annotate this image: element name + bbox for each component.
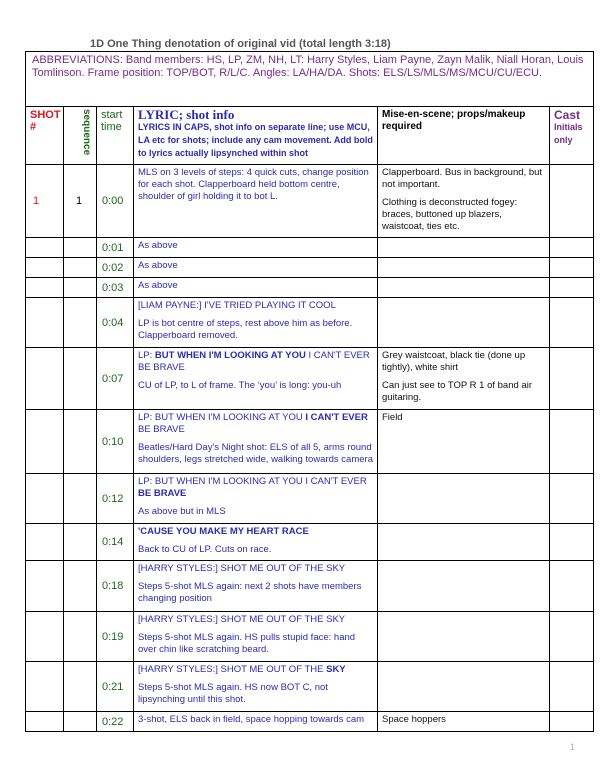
mise-en-scene-cell (378, 662, 550, 712)
start-time: 0:12 (97, 474, 134, 524)
cast-cell (550, 258, 594, 278)
lyric-paragraph (138, 632, 373, 656)
lyric-cell (134, 561, 378, 612)
table-row (26, 165, 594, 238)
mise-note: Space hoppers (382, 714, 446, 725)
lyric-text: LP: BUT WHEN I'M LOOKING AT YOU I CAN'T EVER (138, 476, 367, 487)
lyric-paragraph (138, 300, 373, 312)
cast-cell (550, 612, 594, 662)
start-time: 0:03 (97, 278, 134, 298)
cast-cell (550, 348, 594, 410)
table-row (26, 258, 594, 278)
start-time: 0:02 (97, 258, 134, 278)
mise-note: Field (382, 412, 403, 423)
mise-note: Clapperboard. Bus in background, but not important. (382, 167, 543, 190)
page-number: 1 (570, 742, 576, 752)
mise-en-scene-cell (378, 561, 550, 612)
lyric-paragraph (138, 280, 373, 292)
shot-number (26, 298, 64, 348)
lipsynched-lyric: SKY (326, 664, 346, 675)
header-mise-en-scene: Mise-en-scene; props/makeup required (378, 107, 550, 165)
table-row (26, 238, 594, 258)
header-lyric-title: LYRIC; shot info (138, 107, 235, 122)
shot-number (26, 662, 64, 712)
lyric-text: [HARRY STYLES:] SHOT ME OUT OF THE (138, 664, 327, 675)
sequence-number (64, 612, 97, 662)
shot-number (26, 410, 64, 474)
lyric-paragraph (138, 563, 373, 575)
start-time: 0:21 (97, 662, 134, 712)
mise-en-scene-cell (378, 165, 550, 238)
table-row (26, 278, 594, 298)
lyric-cell (134, 474, 378, 524)
lyric-cell (134, 348, 378, 410)
cast-cell (550, 524, 594, 561)
lyric-paragraph (138, 260, 373, 272)
lyric-text: Beatles/Hard Day's Night shot: ELS of all 5, arms round shoulders, legs stretched wide, walking towards camera (138, 442, 373, 465)
lyric-paragraph (138, 350, 373, 374)
sequence-number (64, 662, 97, 712)
shot-number (26, 474, 64, 524)
lyric-paragraph (138, 318, 373, 342)
header-sequence: sequence (64, 107, 97, 165)
shot-number: 1 (26, 165, 64, 238)
table-row (26, 474, 594, 524)
lyric-text: LP: (138, 350, 155, 361)
sequence-number (64, 348, 97, 410)
lyric-cell (134, 712, 378, 732)
lyric-paragraph (138, 581, 373, 605)
abbreviations-text: ABBREVIATIONS: Band members: HS, LP, ZM, NH, LT: Harry Styles, Liam Payne, Zayn Malik, Niall Horan, Louis Tomlinson. Frame position: TOP/BOT, R/L/C. Angles: LA/HA/DA. Shots: ELS/LS/MLS/MS/MCU/CU/ECU. (26, 52, 594, 107)
cast-cell (550, 165, 594, 238)
lyric-cell (134, 165, 378, 238)
lipsynched-lyric: I CAN'T EVER (305, 412, 368, 423)
lipsynched-lyric: 'CAUSE YOU MAKE MY HEART RACE (138, 526, 309, 537)
mise-en-scene-cell (378, 712, 550, 732)
sequence-number (64, 712, 97, 732)
header-lyric (134, 107, 378, 165)
lyric-cell (134, 238, 378, 258)
lyric-text: As above (138, 260, 178, 271)
start-time: 0:14 (97, 524, 134, 561)
table-row (26, 524, 594, 561)
lyric-text: LP is bot centre of steps, rest above him as before. Clapperboard removed. (138, 318, 353, 341)
header-lyric-instructions: LYRICS IN CAPS, shot info on separate line; use MCU, LA etc for shots; include any cam movement. Add bold to lyrics actually lipsynched within shot (138, 122, 373, 158)
lyric-paragraph (138, 412, 373, 436)
sequence-number (64, 561, 97, 612)
lyric-cell (134, 662, 378, 712)
lyric-text: Steps 5-shot MLS again: next 2 shots have members changing position (138, 581, 362, 604)
shot-number (26, 238, 64, 258)
header-cast-title: Cast (554, 108, 581, 122)
header-row (26, 107, 594, 165)
lyric-text: Steps 5-shot MLS again. HS now BOT C, not lipsynching until this shot. (138, 682, 328, 705)
mise-en-scene-cell (378, 278, 550, 298)
lyric-paragraph (138, 714, 373, 726)
lipsynched-lyric: BUT WHEN I'M LOOKING AT YOU (154, 350, 306, 361)
mise-en-scene-cell (378, 298, 550, 348)
sequence-number: 1 (64, 165, 97, 238)
lyric-cell (134, 524, 378, 561)
cast-cell (550, 410, 594, 474)
table-row (26, 612, 594, 662)
lyric-paragraph (138, 664, 373, 676)
mise-en-scene-cell (378, 258, 550, 278)
lyric-paragraph (138, 526, 373, 538)
header-cast (550, 107, 594, 165)
header-cast-sub: Initials only (554, 122, 583, 145)
header-start-time: start time (97, 107, 134, 165)
cast-cell (550, 238, 594, 258)
lyric-paragraph (138, 167, 373, 203)
shot-number (26, 258, 64, 278)
mise-en-scene-cell (378, 612, 550, 662)
header-shot: SHOT # (26, 107, 64, 165)
lyric-text: [HARRY STYLES:] SHOT ME OUT OF THE SKY (138, 563, 346, 574)
lyric-text: As above (138, 240, 178, 251)
document-title: 1D One Thing denotation of original vid (total length 3:18) (90, 38, 391, 50)
lyric-paragraph (138, 682, 373, 706)
shot-number (26, 524, 64, 561)
shot-number (26, 348, 64, 410)
lyric-paragraph (138, 506, 373, 518)
mise-en-scene-cell (378, 410, 550, 474)
abbreviations-row (26, 52, 594, 107)
cast-cell (550, 278, 594, 298)
sequence-number (64, 474, 97, 524)
table-row (26, 712, 594, 732)
mise-en-scene-cell (378, 524, 550, 561)
table-row (26, 348, 594, 410)
table-row (26, 662, 594, 712)
lyric-cell (134, 278, 378, 298)
shot-number (26, 561, 64, 612)
mise-en-scene-cell (378, 238, 550, 258)
lyric-text: Steps 5-shot MLS again. HS pulls stupid face: hand over chin like scratching beard. (138, 632, 356, 655)
mise-note: Can just see to TOP R 1 of band air guitaring. (382, 380, 532, 403)
sequence-number (64, 410, 97, 474)
table-row (26, 561, 594, 612)
lyric-text: Back to CU of LP. Cuts on race. (138, 544, 272, 555)
sequence-number (64, 258, 97, 278)
lyric-text: LP: BUT WHEN I'M LOOKING AT YOU (138, 412, 306, 423)
lyric-cell (134, 298, 378, 348)
lyric-text: [LIAM PAYNE:] I'VE TRIED PLAYING IT COOL (138, 300, 336, 311)
lyric-paragraph (138, 240, 373, 252)
mise-note: Grey waistcoat, black tie (done up tightly), white shirt (382, 350, 526, 373)
lyric-cell (134, 410, 378, 474)
start-time: 0:01 (97, 238, 134, 258)
lyric-paragraph (138, 476, 373, 500)
shot-table (25, 51, 594, 732)
sequence-number (64, 524, 97, 561)
cast-cell (550, 662, 594, 712)
start-time: 0:18 (97, 561, 134, 612)
lyric-text: 3-shot, ELS back in field, space hopping towards cam (138, 714, 365, 725)
mise-en-scene-cell (378, 474, 550, 524)
sequence-number (64, 278, 97, 298)
lyric-text: As above but in MLS (138, 506, 226, 517)
start-time: 0:00 (97, 165, 134, 238)
lyric-paragraph (138, 544, 373, 556)
table-row (26, 410, 594, 474)
lyric-text: CU of LP, to L of frame. The ‘you’ is long: you-uh (138, 380, 342, 391)
lyric-text: As above (138, 280, 178, 291)
shot-number (26, 712, 64, 732)
shot-number (26, 278, 64, 298)
cast-cell (550, 298, 594, 348)
cast-cell (550, 712, 594, 732)
shot-number (26, 612, 64, 662)
cast-cell (550, 561, 594, 612)
lyric-cell (134, 258, 378, 278)
cast-cell (550, 474, 594, 524)
lyric-paragraph (138, 380, 373, 392)
lyric-paragraph (138, 442, 373, 466)
start-time: 0:10 (97, 410, 134, 474)
start-time: 0:07 (97, 348, 134, 410)
lyric-text: MLS on 3 levels of steps: 4 quick cuts, change position for each shot. Clapperboard held bottom centre, shoulder of girl holding it to bot L. (138, 167, 369, 202)
start-time: 0:19 (97, 612, 134, 662)
sequence-number (64, 298, 97, 348)
lyric-text: [HARRY STYLES:] SHOT ME OUT OF THE SKY (138, 614, 346, 625)
table-row (26, 298, 594, 348)
mise-en-scene-cell (378, 348, 550, 410)
start-time: 0:04 (97, 298, 134, 348)
start-time: 0:22 (97, 712, 134, 732)
lyric-text: I CAN'T EVER BE BRAVE (138, 350, 370, 373)
sequence-number (64, 238, 97, 258)
mise-note: Clothing is deconstructed fogey: braces, buttoned up blazers, waistcoat, ties etc. (382, 197, 518, 232)
lyric-cell (134, 612, 378, 662)
lyric-paragraph (138, 614, 373, 626)
lipsynched-lyric: BE BRAVE (138, 488, 187, 499)
lyric-text: BE BRAVE (138, 424, 185, 435)
